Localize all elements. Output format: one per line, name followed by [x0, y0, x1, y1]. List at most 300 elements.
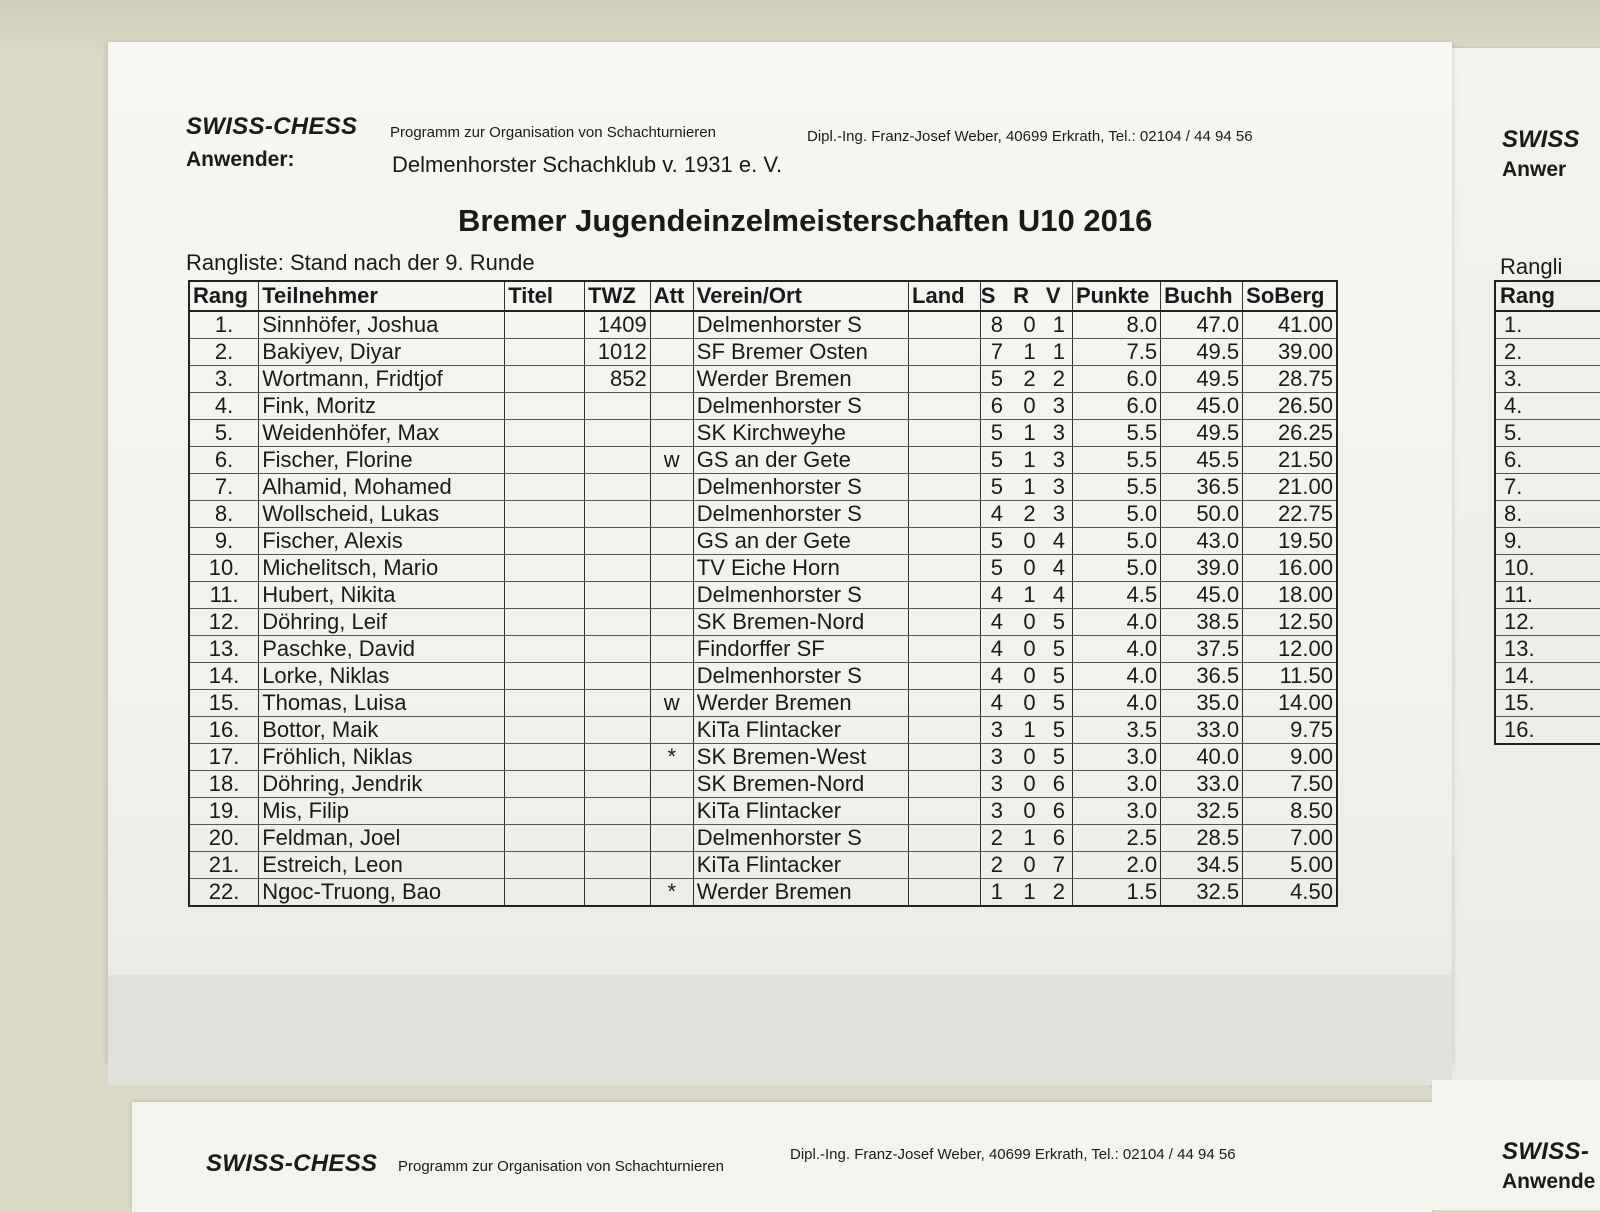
cell-punkte: 3.0 — [1073, 798, 1161, 825]
cell-soberg: 28.75 — [1243, 366, 1337, 393]
cell-v: 5 — [1046, 744, 1073, 771]
cell-rang: 14. — [189, 663, 259, 690]
cell-buchh: 38.5 — [1161, 609, 1243, 636]
brand-name: SWISS-CHESS — [186, 113, 358, 140]
cell-land — [909, 393, 981, 420]
cell-att — [650, 663, 693, 690]
cell-r: 1 — [1013, 447, 1046, 474]
cell-v: 5 — [1046, 663, 1073, 690]
cell-s: 6 — [980, 393, 1013, 420]
cell-land — [909, 339, 981, 366]
table-row — [189, 311, 1337, 339]
cell-rang: 17. — [189, 744, 259, 771]
cell-name: Fröhlich, Niklas — [259, 744, 505, 771]
cell-v: 3 — [1046, 420, 1073, 447]
right-sheet — [1432, 48, 1600, 1088]
cell-buchh: 39.0 — [1161, 555, 1243, 582]
cell-att: w — [650, 690, 693, 717]
cell-rang: 11. — [189, 582, 259, 609]
cell-soberg: 19.50 — [1243, 528, 1337, 555]
cell-name: Weidenhöfer, Max — [259, 420, 505, 447]
cell-v: 7 — [1046, 852, 1073, 879]
cell-twz — [585, 582, 651, 609]
right-sheet-rang-header: Rang — [1495, 281, 1600, 311]
right-sheet-rank-cell: 14. — [1495, 663, 1600, 690]
cell-twz — [585, 609, 651, 636]
cell-buchh: 36.5 — [1161, 663, 1243, 690]
cell-twz — [585, 420, 651, 447]
right-sheet-row — [1495, 609, 1600, 636]
cell-s: 5 — [980, 420, 1013, 447]
cell-v: 6 — [1046, 771, 1073, 798]
cell-name: Sinnhöfer, Joshua — [259, 311, 505, 339]
right-sheet-row — [1495, 339, 1600, 366]
header-rang: Rang — [189, 281, 259, 311]
bottom-brand-name: SWISS-CHESS — [206, 1150, 378, 1177]
cell-titel — [505, 825, 585, 852]
cell-land — [909, 798, 981, 825]
cell-titel — [505, 636, 585, 663]
cell-att — [650, 555, 693, 582]
cell-buchh: 33.0 — [1161, 717, 1243, 744]
cell-name: Michelitsch, Mario — [259, 555, 505, 582]
cell-rang: 12. — [189, 609, 259, 636]
cell-verein: Delmenhorster S — [693, 582, 908, 609]
cell-att — [650, 339, 693, 366]
cell-punkte: 1.5 — [1073, 879, 1161, 907]
cell-soberg: 9.75 — [1243, 717, 1337, 744]
cell-buchh: 33.0 — [1161, 771, 1243, 798]
cell-att — [650, 311, 693, 339]
table-row — [189, 609, 1337, 636]
cell-buchh: 32.5 — [1161, 879, 1243, 907]
cell-soberg: 8.50 — [1243, 798, 1337, 825]
table-row — [189, 879, 1337, 907]
cell-titel — [505, 771, 585, 798]
cell-punkte: 5.5 — [1073, 420, 1161, 447]
brand-subtitle: Programm zur Organisation von Schachturnieren — [390, 124, 716, 141]
cell-rang: 21. — [189, 852, 259, 879]
cell-soberg: 11.50 — [1243, 663, 1337, 690]
cell-r: 1 — [1013, 825, 1046, 852]
cell-verein: TV Eiche Horn — [693, 555, 908, 582]
bottom-right-brand: SWISS- — [1502, 1138, 1590, 1165]
cell-r: 0 — [1013, 609, 1046, 636]
cell-verein: Delmenhorster S — [693, 663, 908, 690]
cell-verein: SK Bremen-Nord — [693, 771, 908, 798]
cell-r: 0 — [1013, 528, 1046, 555]
right-sheet-rank-cell: 2. — [1495, 339, 1600, 366]
cell-s: 4 — [980, 501, 1013, 528]
cell-titel — [505, 447, 585, 474]
cell-name: Döhring, Jendrik — [259, 771, 505, 798]
cell-twz — [585, 690, 651, 717]
right-sheet-rank-cell: 5. — [1495, 420, 1600, 447]
cell-name: Fischer, Alexis — [259, 528, 505, 555]
cell-s: 3 — [980, 717, 1013, 744]
cell-punkte: 5.0 — [1073, 501, 1161, 528]
cell-verein: Findorffer SF — [693, 636, 908, 663]
cell-s: 1 — [980, 879, 1013, 907]
cell-v: 3 — [1046, 447, 1073, 474]
cell-buchh: 34.5 — [1161, 852, 1243, 879]
cell-titel — [505, 393, 585, 420]
cell-soberg: 5.00 — [1243, 852, 1337, 879]
cell-land — [909, 366, 981, 393]
cell-v: 5 — [1046, 717, 1073, 744]
cell-land — [909, 825, 981, 852]
cell-twz — [585, 825, 651, 852]
cell-v: 4 — [1046, 528, 1073, 555]
cell-soberg: 16.00 — [1243, 555, 1337, 582]
table-row — [189, 798, 1337, 825]
cell-twz — [585, 447, 651, 474]
cell-soberg: 14.00 — [1243, 690, 1337, 717]
cell-att: * — [650, 744, 693, 771]
right-sheet-row — [1495, 663, 1600, 690]
cell-punkte: 5.0 — [1073, 528, 1161, 555]
cell-buchh: 45.5 — [1161, 447, 1243, 474]
cell-buchh: 47.0 — [1161, 311, 1243, 339]
cell-s: 5 — [980, 555, 1013, 582]
header-soberg: SoBerg — [1243, 281, 1337, 311]
cell-titel — [505, 555, 585, 582]
cell-titel — [505, 501, 585, 528]
cell-twz — [585, 717, 651, 744]
right-sheet-row — [1495, 474, 1600, 501]
cell-land — [909, 501, 981, 528]
cell-v: 6 — [1046, 798, 1073, 825]
cell-titel — [505, 663, 585, 690]
right-sheet-row — [1495, 555, 1600, 582]
cell-twz — [585, 663, 651, 690]
cell-att — [650, 825, 693, 852]
cell-r: 0 — [1013, 663, 1046, 690]
cell-punkte: 2.0 — [1073, 852, 1161, 879]
cell-att: w — [650, 447, 693, 474]
cell-s: 5 — [980, 474, 1013, 501]
right-sheet-row — [1495, 366, 1600, 393]
cell-v: 3 — [1046, 501, 1073, 528]
cell-land — [909, 609, 981, 636]
table-row — [189, 339, 1337, 366]
cell-verein: KiTa Flintacker — [693, 798, 908, 825]
header-buchh: Buchh — [1161, 281, 1243, 311]
cell-verein: SK Bremen-West — [693, 744, 908, 771]
right-sheet-row — [1495, 311, 1600, 339]
table-row — [189, 501, 1337, 528]
table-row — [189, 825, 1337, 852]
bottom-sheet — [132, 1102, 1432, 1212]
cell-punkte: 5.5 — [1073, 474, 1161, 501]
header-v: V — [1046, 281, 1073, 311]
header-teilnehmer: Teilnehmer — [259, 281, 505, 311]
cell-r: 0 — [1013, 393, 1046, 420]
cell-name: Thomas, Luisa — [259, 690, 505, 717]
cell-s: 3 — [980, 798, 1013, 825]
cell-name: Wollscheid, Lukas — [259, 501, 505, 528]
cell-twz — [585, 555, 651, 582]
cell-titel — [505, 339, 585, 366]
cell-titel — [505, 798, 585, 825]
user-value: Delmenhorster Schachklub v. 1931 e. V. — [392, 152, 783, 177]
table-row — [189, 474, 1337, 501]
cell-name: Bottor, Maik — [259, 717, 505, 744]
cell-land — [909, 528, 981, 555]
cell-name: Mis, Filip — [259, 798, 505, 825]
right-sheet-rank-cell: 13. — [1495, 636, 1600, 663]
cell-punkte: 2.5 — [1073, 825, 1161, 852]
cell-land — [909, 771, 981, 798]
cell-buchh: 45.0 — [1161, 393, 1243, 420]
cell-land — [909, 474, 981, 501]
cell-att — [650, 636, 693, 663]
cell-punkte: 6.0 — [1073, 393, 1161, 420]
cell-name: Döhring, Leif — [259, 609, 505, 636]
cell-v: 5 — [1046, 636, 1073, 663]
cell-land — [909, 744, 981, 771]
cell-soberg: 12.50 — [1243, 609, 1337, 636]
cell-s: 3 — [980, 744, 1013, 771]
cell-punkte: 7.5 — [1073, 339, 1161, 366]
cell-verein: Delmenhorster S — [693, 393, 908, 420]
cell-buchh: 40.0 — [1161, 744, 1243, 771]
right-sheet-row — [1495, 636, 1600, 663]
cell-v: 6 — [1046, 825, 1073, 852]
cell-att: * — [650, 879, 693, 907]
cell-twz — [585, 393, 651, 420]
cell-land — [909, 663, 981, 690]
cell-v: 1 — [1046, 339, 1073, 366]
cell-buchh: 37.5 — [1161, 636, 1243, 663]
header-twz: TWZ — [585, 281, 651, 311]
cell-verein: KiTa Flintacker — [693, 717, 908, 744]
cell-twz — [585, 771, 651, 798]
cell-twz — [585, 528, 651, 555]
cell-land — [909, 555, 981, 582]
cell-land — [909, 311, 981, 339]
cell-rang: 1. — [189, 311, 259, 339]
ranking-subtitle: Rangliste: Stand nach der 9. Runde — [186, 250, 535, 275]
cell-punkte: 3.0 — [1073, 771, 1161, 798]
cell-v: 4 — [1046, 582, 1073, 609]
cell-r: 1 — [1013, 717, 1046, 744]
cell-r: 0 — [1013, 311, 1046, 339]
right-sheet-row — [1495, 393, 1600, 420]
header-r: R — [1013, 281, 1046, 311]
cell-verein: Werder Bremen — [693, 690, 908, 717]
cell-soberg: 4.50 — [1243, 879, 1337, 907]
cell-att — [650, 474, 693, 501]
cell-soberg: 26.50 — [1243, 393, 1337, 420]
cell-name: Feldman, Joel — [259, 825, 505, 852]
cell-r: 0 — [1013, 690, 1046, 717]
cell-titel — [505, 420, 585, 447]
cell-soberg: 7.50 — [1243, 771, 1337, 798]
right-sheet-row — [1495, 447, 1600, 474]
right-sheet-rank-cell: 9. — [1495, 528, 1600, 555]
table-row — [189, 555, 1337, 582]
author-line: Dipl.-Ing. Franz-Josef Weber, 40699 Erkrath, Tel.: 02104 / 44 94 56 — [807, 128, 1253, 145]
right-sheet-rank-cell: 6. — [1495, 447, 1600, 474]
right-sheet-row — [1495, 717, 1600, 745]
cell-name: Alhamid, Mohamed — [259, 474, 505, 501]
header-att: Att — [650, 281, 693, 311]
cell-buchh: 35.0 — [1161, 690, 1243, 717]
cell-name: Ngoc-Truong, Bao — [259, 879, 505, 907]
cell-r: 0 — [1013, 852, 1046, 879]
right-sheet-rank-cell: 10. — [1495, 555, 1600, 582]
cell-soberg: 18.00 — [1243, 582, 1337, 609]
cell-rang: 9. — [189, 528, 259, 555]
cell-rang: 19. — [189, 798, 259, 825]
cell-titel — [505, 744, 585, 771]
cell-r: 0 — [1013, 771, 1046, 798]
cell-titel — [505, 852, 585, 879]
cell-buchh: 32.5 — [1161, 798, 1243, 825]
cell-rang: 6. — [189, 447, 259, 474]
cell-att — [650, 582, 693, 609]
cell-s: 2 — [980, 852, 1013, 879]
cell-name: Estreich, Leon — [259, 852, 505, 879]
cell-punkte: 4.0 — [1073, 663, 1161, 690]
cell-titel — [505, 582, 585, 609]
cell-v: 2 — [1046, 366, 1073, 393]
cell-att — [650, 852, 693, 879]
cell-rang: 22. — [189, 879, 259, 907]
cell-r: 0 — [1013, 798, 1046, 825]
cell-r: 1 — [1013, 582, 1046, 609]
cell-rang: 4. — [189, 393, 259, 420]
cell-r: 0 — [1013, 555, 1046, 582]
cell-verein: Delmenhorster S — [693, 825, 908, 852]
cell-buchh: 45.0 — [1161, 582, 1243, 609]
cell-soberg: 26.25 — [1243, 420, 1337, 447]
cell-verein: GS an der Gete — [693, 447, 908, 474]
cell-rang: 5. — [189, 420, 259, 447]
cell-soberg: 7.00 — [1243, 825, 1337, 852]
table-row — [189, 582, 1337, 609]
cell-name: Fischer, Florine — [259, 447, 505, 474]
cell-rang: 16. — [189, 717, 259, 744]
right-sheet-rank-cell: 1. — [1495, 311, 1600, 339]
cell-v: 4 — [1046, 555, 1073, 582]
bottom-right-sheet — [1432, 1080, 1600, 1210]
cell-att — [650, 771, 693, 798]
cell-titel — [505, 528, 585, 555]
right-sheet-row — [1495, 501, 1600, 528]
bottom-brand-subtitle: Programm zur Organisation von Schachturnieren — [398, 1158, 724, 1175]
cell-land — [909, 717, 981, 744]
cell-name: Lorke, Niklas — [259, 663, 505, 690]
cell-verein: Delmenhorster S — [693, 474, 908, 501]
cell-twz — [585, 744, 651, 771]
cell-r: 0 — [1013, 636, 1046, 663]
table-row — [189, 663, 1337, 690]
right-sheet-rank-cell: 11. — [1495, 582, 1600, 609]
table-row — [189, 744, 1337, 771]
cell-rang: 8. — [189, 501, 259, 528]
cell-punkte: 4.0 — [1073, 690, 1161, 717]
cell-twz — [585, 798, 651, 825]
cell-s: 4 — [980, 663, 1013, 690]
header-titel: Titel — [505, 281, 585, 311]
cell-punkte: 3.0 — [1073, 744, 1161, 771]
cell-verein: KiTa Flintacker — [693, 852, 908, 879]
cell-twz: 1012 — [585, 339, 651, 366]
cell-v: 1 — [1046, 311, 1073, 339]
user-label: Anwender: — [186, 148, 295, 171]
cell-s: 4 — [980, 582, 1013, 609]
cell-soberg: 41.00 — [1243, 311, 1337, 339]
table-row — [189, 690, 1337, 717]
cell-verein: Werder Bremen — [693, 879, 908, 907]
table-row — [189, 636, 1337, 663]
cell-land — [909, 690, 981, 717]
right-sheet-rank-cell: 7. — [1495, 474, 1600, 501]
table-row — [189, 771, 1337, 798]
right-sheet-table — [1494, 280, 1600, 745]
cell-v: 2 — [1046, 879, 1073, 907]
right-sheet-row — [1495, 528, 1600, 555]
table-row — [189, 393, 1337, 420]
table-header-row — [189, 281, 1337, 311]
cell-verein: Delmenhorster S — [693, 501, 908, 528]
cell-name: Hubert, Nikita — [259, 582, 505, 609]
cell-soberg: 22.75 — [1243, 501, 1337, 528]
cell-twz — [585, 879, 651, 907]
cell-rang: 3. — [189, 366, 259, 393]
cell-titel — [505, 474, 585, 501]
cell-att — [650, 420, 693, 447]
page-title: Bremer Jugendeinzelmeisterschaften U10 2016 — [458, 203, 1153, 238]
cell-r: 2 — [1013, 366, 1046, 393]
cell-att — [650, 609, 693, 636]
right-sheet-row — [1495, 420, 1600, 447]
cell-twz — [585, 636, 651, 663]
table-row — [189, 420, 1337, 447]
cell-att — [650, 798, 693, 825]
cell-punkte: 3.5 — [1073, 717, 1161, 744]
header-land: Land — [909, 281, 981, 311]
ranking-table — [188, 280, 1338, 907]
cell-punkte: 6.0 — [1073, 366, 1161, 393]
cell-s: 2 — [980, 825, 1013, 852]
table-row — [189, 852, 1337, 879]
cell-s: 4 — [980, 609, 1013, 636]
cell-land — [909, 447, 981, 474]
cell-soberg: 39.00 — [1243, 339, 1337, 366]
cell-titel — [505, 609, 585, 636]
cell-verein: Werder Bremen — [693, 366, 908, 393]
cell-land — [909, 420, 981, 447]
cell-att — [650, 501, 693, 528]
cell-r: 1 — [1013, 420, 1046, 447]
cell-att — [650, 366, 693, 393]
cell-s: 5 — [980, 366, 1013, 393]
cell-soberg: 9.00 — [1243, 744, 1337, 771]
right-sheet-rank-cell: 8. — [1495, 501, 1600, 528]
cell-verein: GS an der Gete — [693, 528, 908, 555]
cell-r: 0 — [1013, 744, 1046, 771]
cell-name: Wortmann, Fridtjof — [259, 366, 505, 393]
cell-rang: 2. — [189, 339, 259, 366]
cell-v: 5 — [1046, 609, 1073, 636]
cell-punkte: 5.5 — [1073, 447, 1161, 474]
cell-name: Paschke, David — [259, 636, 505, 663]
cell-buchh: 49.5 — [1161, 339, 1243, 366]
cell-v: 3 — [1046, 474, 1073, 501]
